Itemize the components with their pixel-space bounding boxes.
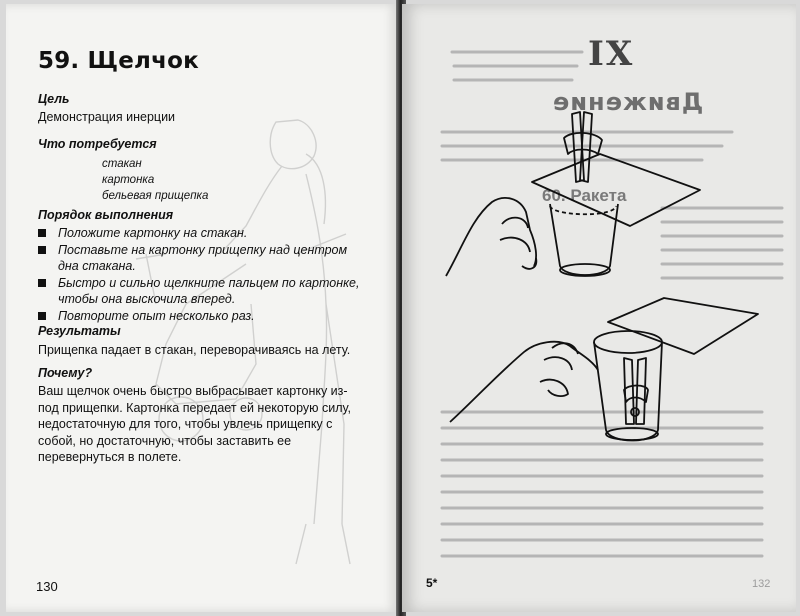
right-experiment-title: 60. Ракета <box>542 186 627 205</box>
page-marker: 5* <box>426 576 438 590</box>
results-heading: Результаты <box>38 324 121 338</box>
procedure-step <box>38 275 368 308</box>
why-text: Ваш щелчок очень быстро выбрасывает картонку из-под прищепки. Картонка передает ей некоторую силу, недостаточную для того, чтобы увлечь прищепку с собой, но достаточную, чтобы заставить ее перевернуться в полете. <box>38 384 352 464</box>
right-page-number: 132 <box>752 578 771 590</box>
step-text: Быстро и сильно щелкните пальцем по картонке, чтобы она выскочила вперед. <box>58 275 360 306</box>
step-text: Поставьте на картонку прищепку над центром дна стакана. <box>58 242 348 273</box>
procedure-steps <box>38 225 368 324</box>
procedure-step <box>38 225 368 242</box>
chapter-title: Движение <box>552 88 704 116</box>
square-bullet-icon <box>38 229 46 237</box>
left-page <box>6 4 398 612</box>
procedure-heading: Порядок выполнения <box>38 208 174 222</box>
material-item: бельевая прищепка <box>102 190 209 202</box>
step-text: Положите картонку на стакан. <box>58 226 248 240</box>
materials-list <box>102 156 208 204</box>
goal-text: Демонстрация инерции <box>38 110 176 124</box>
material-item: картонка <box>102 174 155 186</box>
square-bullet-icon <box>38 312 46 320</box>
square-bullet-icon <box>38 279 46 287</box>
results-text: Прищепка падает в стакан, переворачиваясь на лету. <box>38 343 351 357</box>
glass-clothespin-illustration <box>402 4 796 612</box>
experiment-title: 59. Щелчок <box>38 48 199 74</box>
why-heading: Почему? <box>38 366 93 380</box>
step-text: Повторите опыт несколько раз. <box>58 308 255 323</box>
page-number: 130 <box>36 579 58 594</box>
right-page <box>402 4 796 612</box>
goal-heading: Цель <box>38 92 70 106</box>
square-bullet-icon <box>38 246 46 254</box>
materials-heading: Что потребуется <box>38 137 157 151</box>
material-item: стакан <box>102 158 142 170</box>
chapter-number: IX <box>588 34 635 74</box>
procedure-step <box>38 308 368 325</box>
procedure-step <box>38 242 368 275</box>
